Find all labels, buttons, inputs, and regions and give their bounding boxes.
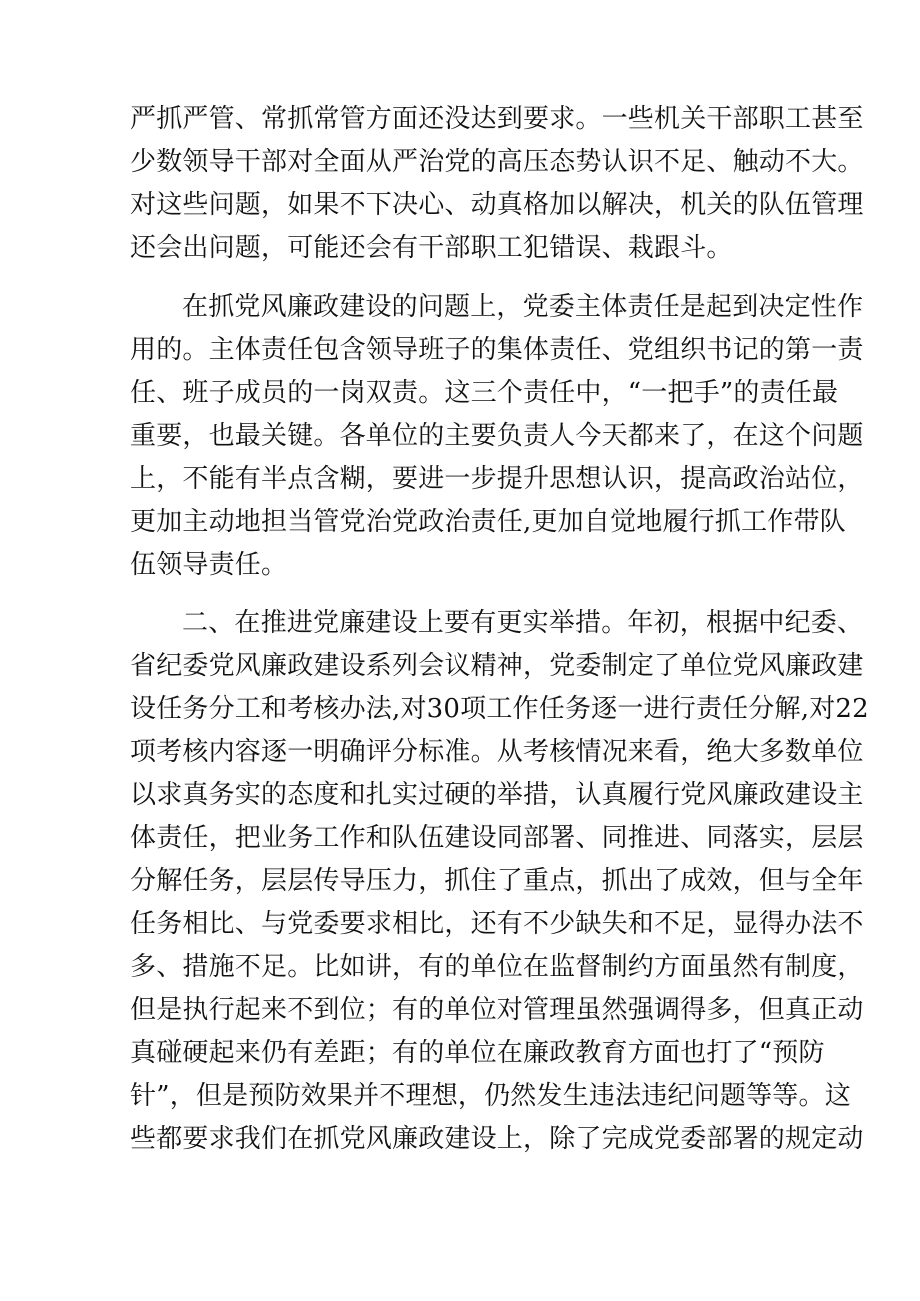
text-line: 多、措施不足。比如讲，有的单位在监督制约方面虽然有制度， [130, 952, 864, 982]
text-line: 少数领导干部对全面从严治党的高压态势认识不足、触动不大。 [130, 147, 864, 177]
text-line: 还会出问题，可能还会有干部职工犯错误、栽跟斗。 [130, 233, 733, 263]
text-line: 任、班子成员的一岗双责。这三个责任中，“一把手”的责任最 [130, 378, 839, 408]
text-line: 针”，但是预防效果并不理想，仍然发生违法违纪问题等等。这 [130, 1081, 851, 1111]
text-line: 更加主动地担当管党治党政治责任,更加自觉地履行抓工作带队 [130, 507, 846, 537]
text-line: 省纪委党风廉政建设系列会议精神，党委制定了单位党风廉政建 [130, 651, 864, 681]
text-line: 严抓严管、常抓常管方面还没达到要求。一些机关干部职工甚至 [130, 104, 864, 134]
text-line: 用的。主体责任包含领导班子的集体责任、党组织书记的第一责 [130, 335, 864, 365]
text-line: 伍领导责任。 [130, 550, 288, 580]
text-line: 任务相比、与党委要求相比，还有不少缺失和不足，显得办法不 [130, 909, 864, 939]
text-line: 对这些问题，如果不下决心、动真格加以解决，机关的队伍管理 [130, 190, 864, 220]
text-line: 设任务分工和考核办法,对30项工作任务逐一进行责任分解,对22 [130, 694, 869, 724]
text-line: 重要，也最关键。各单位的主要负责人今天都来了，在这个问题 [130, 421, 864, 451]
text-line: 体责任，把业务工作和队伍建设同部署、同推进、同落实，层层 [130, 823, 864, 853]
text-line: 项考核内容逐一明确评分标准。从考核情况来看，绝大多数单位 [130, 737, 864, 767]
paragraph-first-line: 在抓党风廉政建设的问题上，党委主体责任是起到决定性作 [182, 292, 864, 322]
text-line: 以求真务实的态度和扎实过硬的举措，认真履行党风廉政建设主 [130, 780, 864, 810]
text-line: 些都要求我们在抓党风廉政建设上，除了完成党委部署的规定动 [130, 1124, 864, 1154]
text-line: 但是执行起来不到位；有的单位对管理虽然强调得多，但真正动 [130, 995, 864, 1025]
text-line: 上，不能有半点含糊，要进一步提升思想认识，提高政治站位， [130, 464, 864, 494]
text-line: 分解任务，层层传导压力，抓住了重点，抓出了成效，但与全年 [130, 866, 864, 896]
text-line: 真碰硬起来仍有差距；有的单位在廉政教育方面也打了“预防 [130, 1038, 825, 1068]
section-heading-line: 二、在推进党廉建设上要有更实举措。年初，根据中纪委、 [182, 608, 864, 638]
